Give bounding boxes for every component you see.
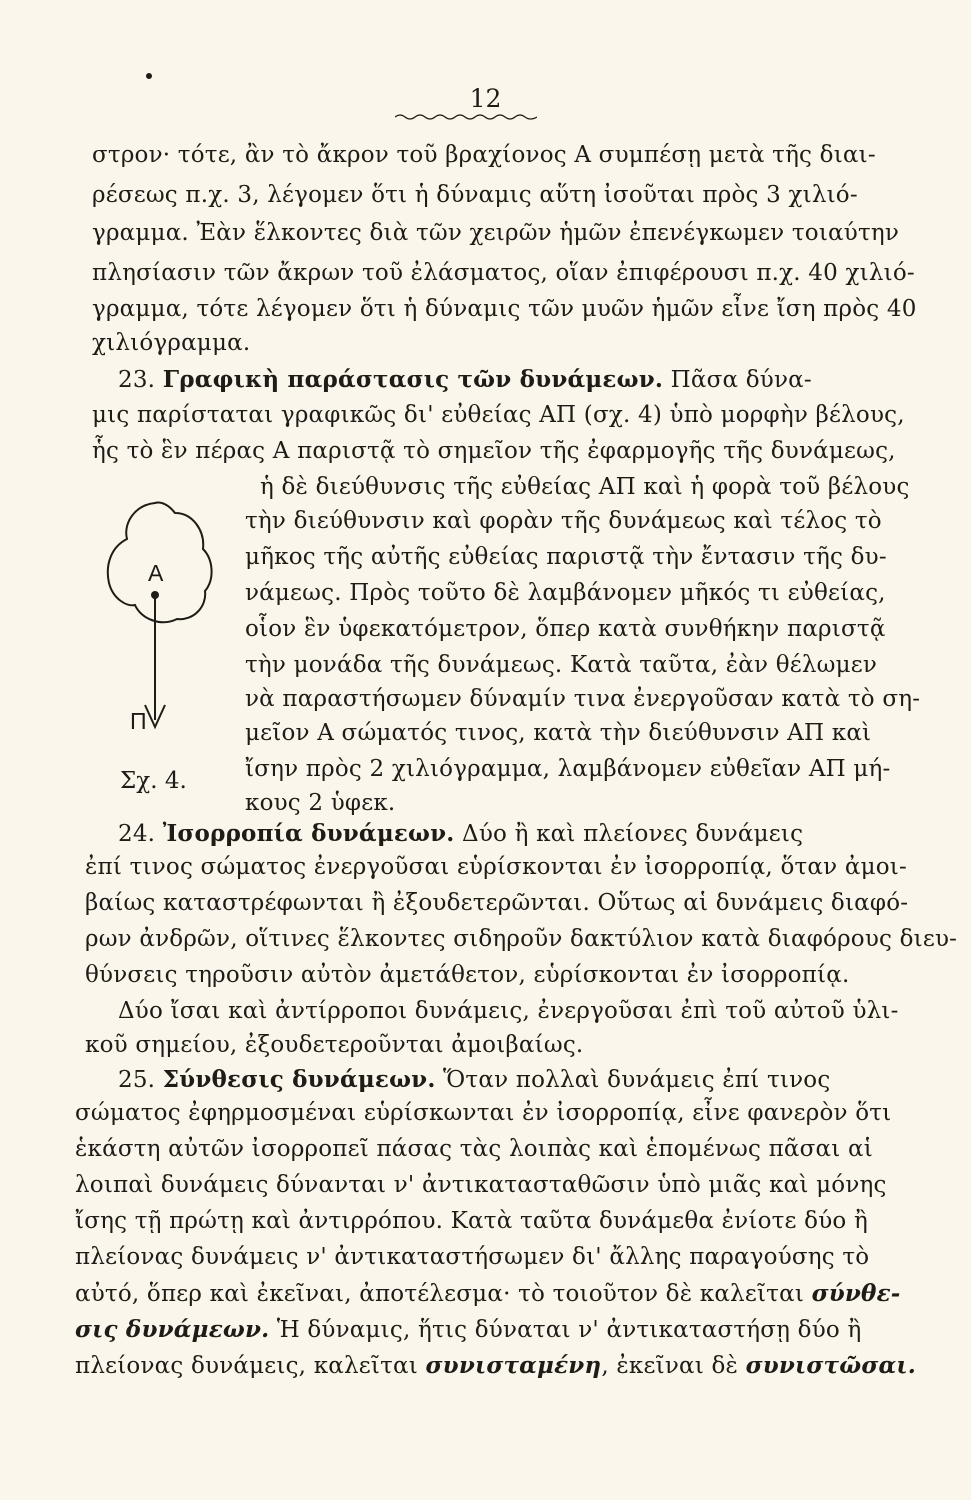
text-run: ἐπί τινος σώματος ἐνεργοῦσαι εὑρίσκονται ἐν ἰσορροπίᾳ, ὅταν ἀμοι- [85,854,907,880]
text-run: πλείονας δυνάμεις ν' ἀντικαταστήσωμεν δι' ἄλλης παραγούσης τὸ [75,1244,870,1270]
text-run: λοιπαὶ δυνάμεις δύνανται ν' ἀντικατασταθῶσιν ὑπὸ μιᾶς καὶ μόνης [75,1172,887,1198]
text-line [245,618,886,641]
text-run: σώματος ἐφηρμοσμέναι εὑρίσκωνται ἐν ἰσορροπίᾳ, εἶνε φανερὸν ὅτι [75,1100,892,1126]
text-run: κοῦ σημείου, ἐξουδετεροῦνται ἀμοιβαίως. [85,1032,584,1058]
text-line [245,792,395,815]
text-line [92,222,899,245]
text-run: μεῖον Α σώματός τινος, κατὰ τὴν διεύθυνσιν ΑΠ καὶ [245,720,872,746]
text-line [245,546,887,569]
text-run: Δύο ἢ καὶ πλείονες δυνάμεις [454,821,804,847]
text-run: νάμεως. Πρὸς τοῦτο δὲ λαμβάνομεν μῆκός τι εὐθείας, [245,580,886,606]
text-run: μις παρίσταται γραφικῶς δι' εὐθείας ΑΠ (σχ. 4) ὑπὸ μορφὴν βέλους, [92,402,905,428]
section-heading-line [118,368,812,392]
emphasized-term: σύνθε- [811,1280,901,1307]
text-run: ἴσην πρὸς 2 χιλιόγραμμα, λαμβάνομεν εὐθεῖαν ΑΠ μή- [245,756,891,782]
text-line [92,332,250,355]
text-line [92,144,876,167]
page-number-ornament [395,112,537,122]
text-run: βαίως καταστρέφωνται ἢ ἐξουδετερῶνται. Οὕτως αἱ δυνάμεις διαφό- [85,890,909,916]
text-run: τὴν διεύθυνσιν καὶ φορὰν τῆς δυνάμεως καὶ τέλος τὸ [245,508,882,534]
text-line [245,688,920,711]
text-line [92,404,905,427]
emphasized-term: συνιστῶσαι. [745,1352,916,1379]
figure-label-a: Α [148,560,164,586]
text-line [245,654,877,677]
text-run: 23. [118,367,163,393]
text-line [245,722,871,745]
text-run: Πᾶσα δύνα- [663,367,812,393]
application-point [151,591,159,599]
section-heading-line [118,1068,830,1092]
text-line [245,510,882,533]
text-line [92,184,858,207]
text-run: θύνσεις τηροῦσιν αὐτὸν ἀμετάθετον, εὑρίσκονται ἐν ἰσορροπίᾳ. [85,962,850,988]
text-line [92,262,915,285]
page-number: 12 [469,84,502,113]
text-run: ρέσεως π.χ. 3, λέγομεν ὅτι ἡ δύναμις αὕτη ἰσοῦται πρὸς 3 χιλιό- [92,182,858,208]
text-line [245,582,886,605]
figure-4-force-arrow [95,495,245,755]
text-run: 25. [118,1067,163,1093]
text-run: , ἐκεῖναι δὲ [601,1353,746,1379]
text-line [92,298,917,321]
text-run: 24. [118,821,163,847]
text-run: ἡ δὲ διεύθυνσις τῆς εὐθείας ΑΠ καὶ ἡ φορὰ τοῦ βέλους [260,474,910,500]
ink-dot [146,73,152,79]
text-line [75,1210,868,1233]
section-heading: Ἰσορροπία δυνάμεων. [162,820,455,847]
text-run: ρων ἀνδρῶν, οἵτινες ἕλκοντες σιδηροῦν δακτύλιον κατὰ διαφόρους διευ- [85,926,958,952]
text-line [75,1138,873,1161]
text-run: ἧς τὸ ἓν πέρας Α παριστᾷ τὸ σημεῖον τῆς ἐφαρμογῆς τῆς δυνάμεως, [92,438,896,464]
text-run: τὴν μονάδα τῆς δυνάμεως. Κατὰ ταῦτα, ἐὰν θέλωμεν [245,652,878,678]
text-line [75,1354,916,1378]
text-run: οἷον ἓν ὑφεκατόμετρον, ὅπερ κατὰ συνθήκην παριστᾷ [245,616,886,642]
text-run: γραμμα, τότε λέγομεν ὅτι ἡ δύναμις τῶν μυῶν ἡμῶν εἶνε ἴση πρὸς 40 [92,296,917,322]
text-run: κους 2 ὑφεκ. [245,790,396,816]
text-line [75,1318,861,1342]
text-line [92,440,896,463]
emphasized-term: συνισταμένη [425,1352,602,1379]
text-line [260,476,910,499]
text-run: χιλιόγραμμα. [92,330,251,356]
text-run: νὰ παραστήσωμεν δύναμίν τινα ἐνεργοῦσαν κατὰ τὸ ση- [245,686,921,712]
text-line [75,1282,901,1306]
text-line [75,1246,869,1269]
text-run: στρον· τότε, ἂν τὸ ἄκρον τοῦ βραχίονος Α συμπέσῃ μετὰ τῆς διαι- [92,142,876,168]
text-line [85,1034,583,1057]
figure-label-p: Π [130,708,147,734]
text-line [85,964,849,987]
text-run: ἑκάστη αὐτῶν ἰσορροπεῖ πάσας τὰς λοιπὰς καὶ ἑπομένως πᾶσαι αἱ [75,1136,873,1162]
section-heading: Σύνθεσις δυνάμεων. [162,1066,436,1093]
text-run: Δύο ἴσαι καὶ ἀντίρροποι δυνάμεις, ἐνεργοῦσαι ἐπὶ τοῦ αὐτοῦ ὑλι- [118,998,899,1024]
text-run: Ὅταν πολλαὶ δυνάμεις ἐπί τινος [435,1067,831,1093]
text-run: ἴσης τῇ πρώτῃ καὶ ἀντιρρόπου. Κατὰ ταῦτα δυνάμεθα ἐνίοτε δύο ἢ [75,1208,868,1234]
text-run: μῆκος τῆς αὐτῆς εὐθείας παριστᾷ τὴν ἔντασιν τῆς δυ- [245,544,887,570]
text-run: πλησίασιν τῶν ἄκρων τοῦ ἐλάσματος, οἵαν ἐπιφέρουσι π.χ. 40 χιλιό- [92,260,915,286]
text-line [75,1102,891,1125]
text-run: Ἡ δύναμις, ἥτις δύναται ν' ἀντικαταστήσῃ δύο ἢ [269,1317,862,1343]
section-heading-line [118,822,803,846]
text-line [85,892,908,915]
text-line [245,758,891,781]
figure-caption: Σχ. 4. [120,768,187,794]
section-heading: Γραφικὴ παράστασις τῶν δυνάμεων. [162,366,664,393]
text-run: πλείονας δυνάμεις, καλεῖται [75,1353,426,1379]
emphasized-term: σις δυνάμεων. [75,1316,270,1343]
text-run: αὐτό, ὅπερ καὶ ἐκεῖναι, ἀποτέλεσμα· τὸ τοιοῦτον δὲ καλεῖται [75,1281,812,1307]
text-line [75,1174,887,1197]
text-run: γραμμα. Ἐὰν ἕλκοντες διὰ τῶν χειρῶν ἡμῶν ἐπενέγκωμεν τοιαύτην [92,220,900,246]
text-line [118,1000,899,1023]
text-line [85,856,907,879]
text-line [85,928,957,951]
